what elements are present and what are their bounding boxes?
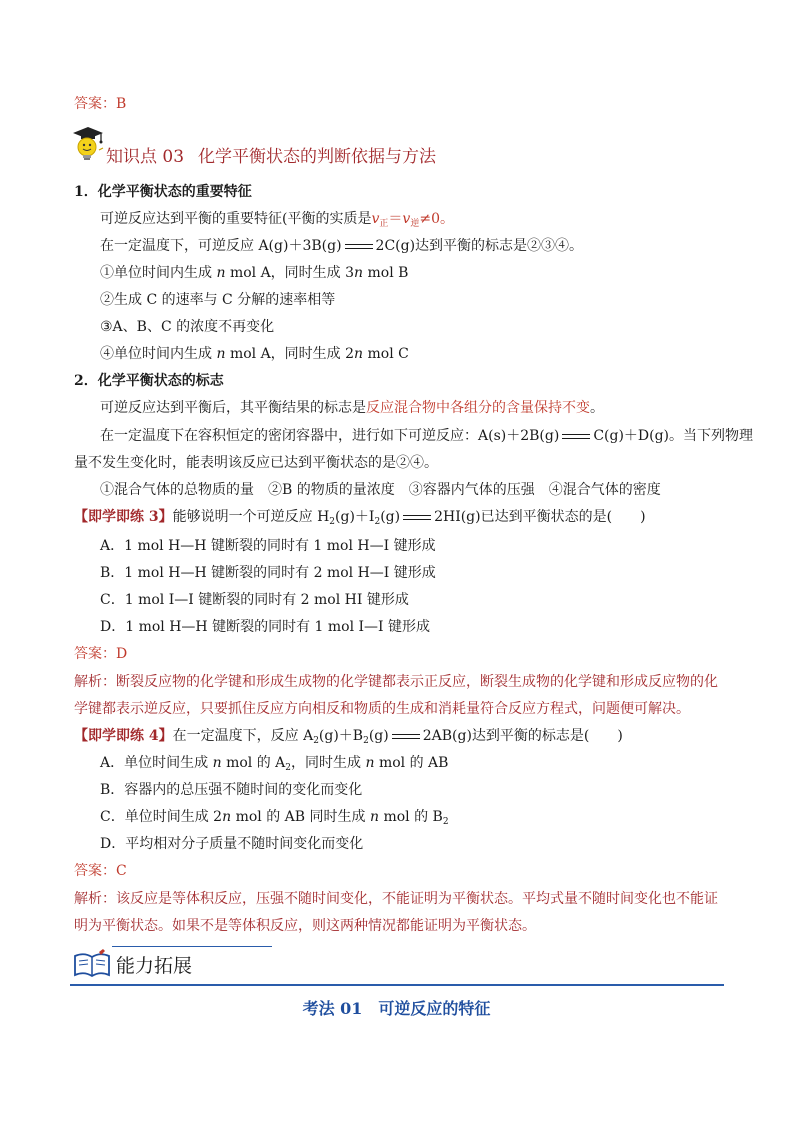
- section-label: 能力拓展: [116, 955, 193, 977]
- exercise-3-option-b: B．1 mol H—H 键断裂的同时有 2 mol H—I 键形成: [100, 565, 436, 581]
- exercise-4-tag: 【即学即练 4】: [74, 728, 173, 744]
- s1-item-1: ①单位时间内生成 n mol A，同时生成 3n mol B: [100, 265, 409, 281]
- reversible-arrow-icon: [561, 431, 591, 441]
- section-bottom-rule: [70, 984, 724, 986]
- s2-p4: ①混合气体的总物质的量 ②B 的物质的量浓度 ③容器内气体的压强 ④混合气体的密度: [100, 482, 661, 498]
- exercise-4-option-b: B．容器内的总压强不随时间的变化而变化: [100, 782, 363, 798]
- knowledge-point-title: [106, 146, 436, 168]
- exercise-3-option-c: C．1 mol I—I 键断裂的同时有 2 mol HI 键形成: [100, 592, 409, 608]
- s2-p1: 可逆反应达到平衡后，其平衡结果的标志是反应混合物中各组分的含量保持不变。: [100, 400, 604, 416]
- s2-p3: 量不发生变化时，能表明该反应已达到平衡状态的是②④。: [74, 455, 438, 471]
- exercise-4-option-a: A．单位时间生成 n mol 的 $A_2$，同时生成 n mol 的 AB: [100, 755, 449, 773]
- exercise-3-option-d: D．1 mol H—H 键断裂的同时有 1 mol I—I 键形成: [100, 619, 431, 635]
- s2-heading: 2．化学平衡状态的标志: [74, 373, 224, 389]
- knowledge-point-text: 化学平衡状态的判断依据与方法: [198, 147, 437, 167]
- reversible-arrow-icon: [344, 241, 374, 251]
- s1-item-2: ②生成 C 的速率与 C 分解的速率相等: [100, 292, 336, 308]
- bulb-graduate-icon: [70, 124, 106, 164]
- exercise-4-explanation-2: 明为平衡状态。如果不是等体积反应，则这两种情况都能证明为平衡状态。: [74, 918, 536, 934]
- s2-p2: 在一定温度下在容积恒定的密闭容器中，进行如下可逆反应：A(s)＋2B(g) C(g)＋D(g)。当下列物理: [100, 428, 754, 444]
- reversible-arrow-icon: [402, 512, 432, 522]
- section-top-rule: [112, 946, 272, 947]
- s1-item-4: ④单位时间内生成 n mol A，同时生成 2n mol C: [100, 346, 409, 362]
- exercise-3-option-a: A．1 mol H—H 键断裂的同时有 1 mol H—I 键形成: [100, 538, 436, 554]
- exercise-4-answer: 答案：C: [74, 863, 127, 879]
- exercise-3-question: 【即学即练 3】能够说明一个可逆反应 $H_2(g)+I_2(g)$ 2HI(g)已达到平衡状态的是( ): [74, 509, 646, 527]
- knowledge-point-number: 知识点 03: [106, 147, 185, 167]
- exercise-4-question: 【即学即练 4】在一定温度下，反应 $A_2(g)+B_2(g)$ 2AB(g)达到平衡的标志是( ): [74, 728, 623, 746]
- exercise-3-answer: 答案：D: [74, 646, 128, 662]
- s1-p2: 在一定温度下，可逆反应 A(g)＋3B(g) 2C(g)达到平衡的标志是②③④。: [100, 238, 584, 254]
- method-title: 考法 01 可逆反应的特征: [302, 999, 491, 1018]
- reversible-arrow-icon: [391, 731, 421, 741]
- s1-p1: 可逆反应达到平衡的重要特征(平衡的实质是$v_正=v_逆\ne 0$。: [100, 211, 454, 229]
- s1-item-3: ③A、B、C 的浓度不再变化: [100, 319, 275, 335]
- exercise-4-option-c: C．单位时间生成 2n mol 的 AB 同时生成 n mol 的 $B_2$: [100, 809, 449, 827]
- exercise-4-option-d: D．平均相对分子质量不随时间变化而变化: [100, 836, 364, 852]
- exercise-3-explanation-2: 学键都表示逆反应，只要抓住反应方向相反和物质的生成和消耗量符合反应方程式，问题便可解决。: [74, 701, 690, 717]
- answer-1: 答案：B: [74, 96, 127, 112]
- exercise-3-explanation-1: 解析：断裂反应物的化学键和形成生成物的化学键都表示正反应，断裂生成物的化学键和形成反应物的化: [74, 674, 718, 690]
- s1-heading: 1．化学平衡状态的重要特征: [74, 184, 252, 200]
- open-book-icon: [72, 948, 112, 980]
- exercise-3-tag: 【即学即练 3】: [74, 509, 173, 525]
- exercise-4-explanation-1: 解析：该反应是等体积反应，压强不随时间变化，不能证明为平衡状态。平均式量不随时间变化也不能证: [74, 891, 718, 907]
- section-header: [70, 944, 724, 986]
